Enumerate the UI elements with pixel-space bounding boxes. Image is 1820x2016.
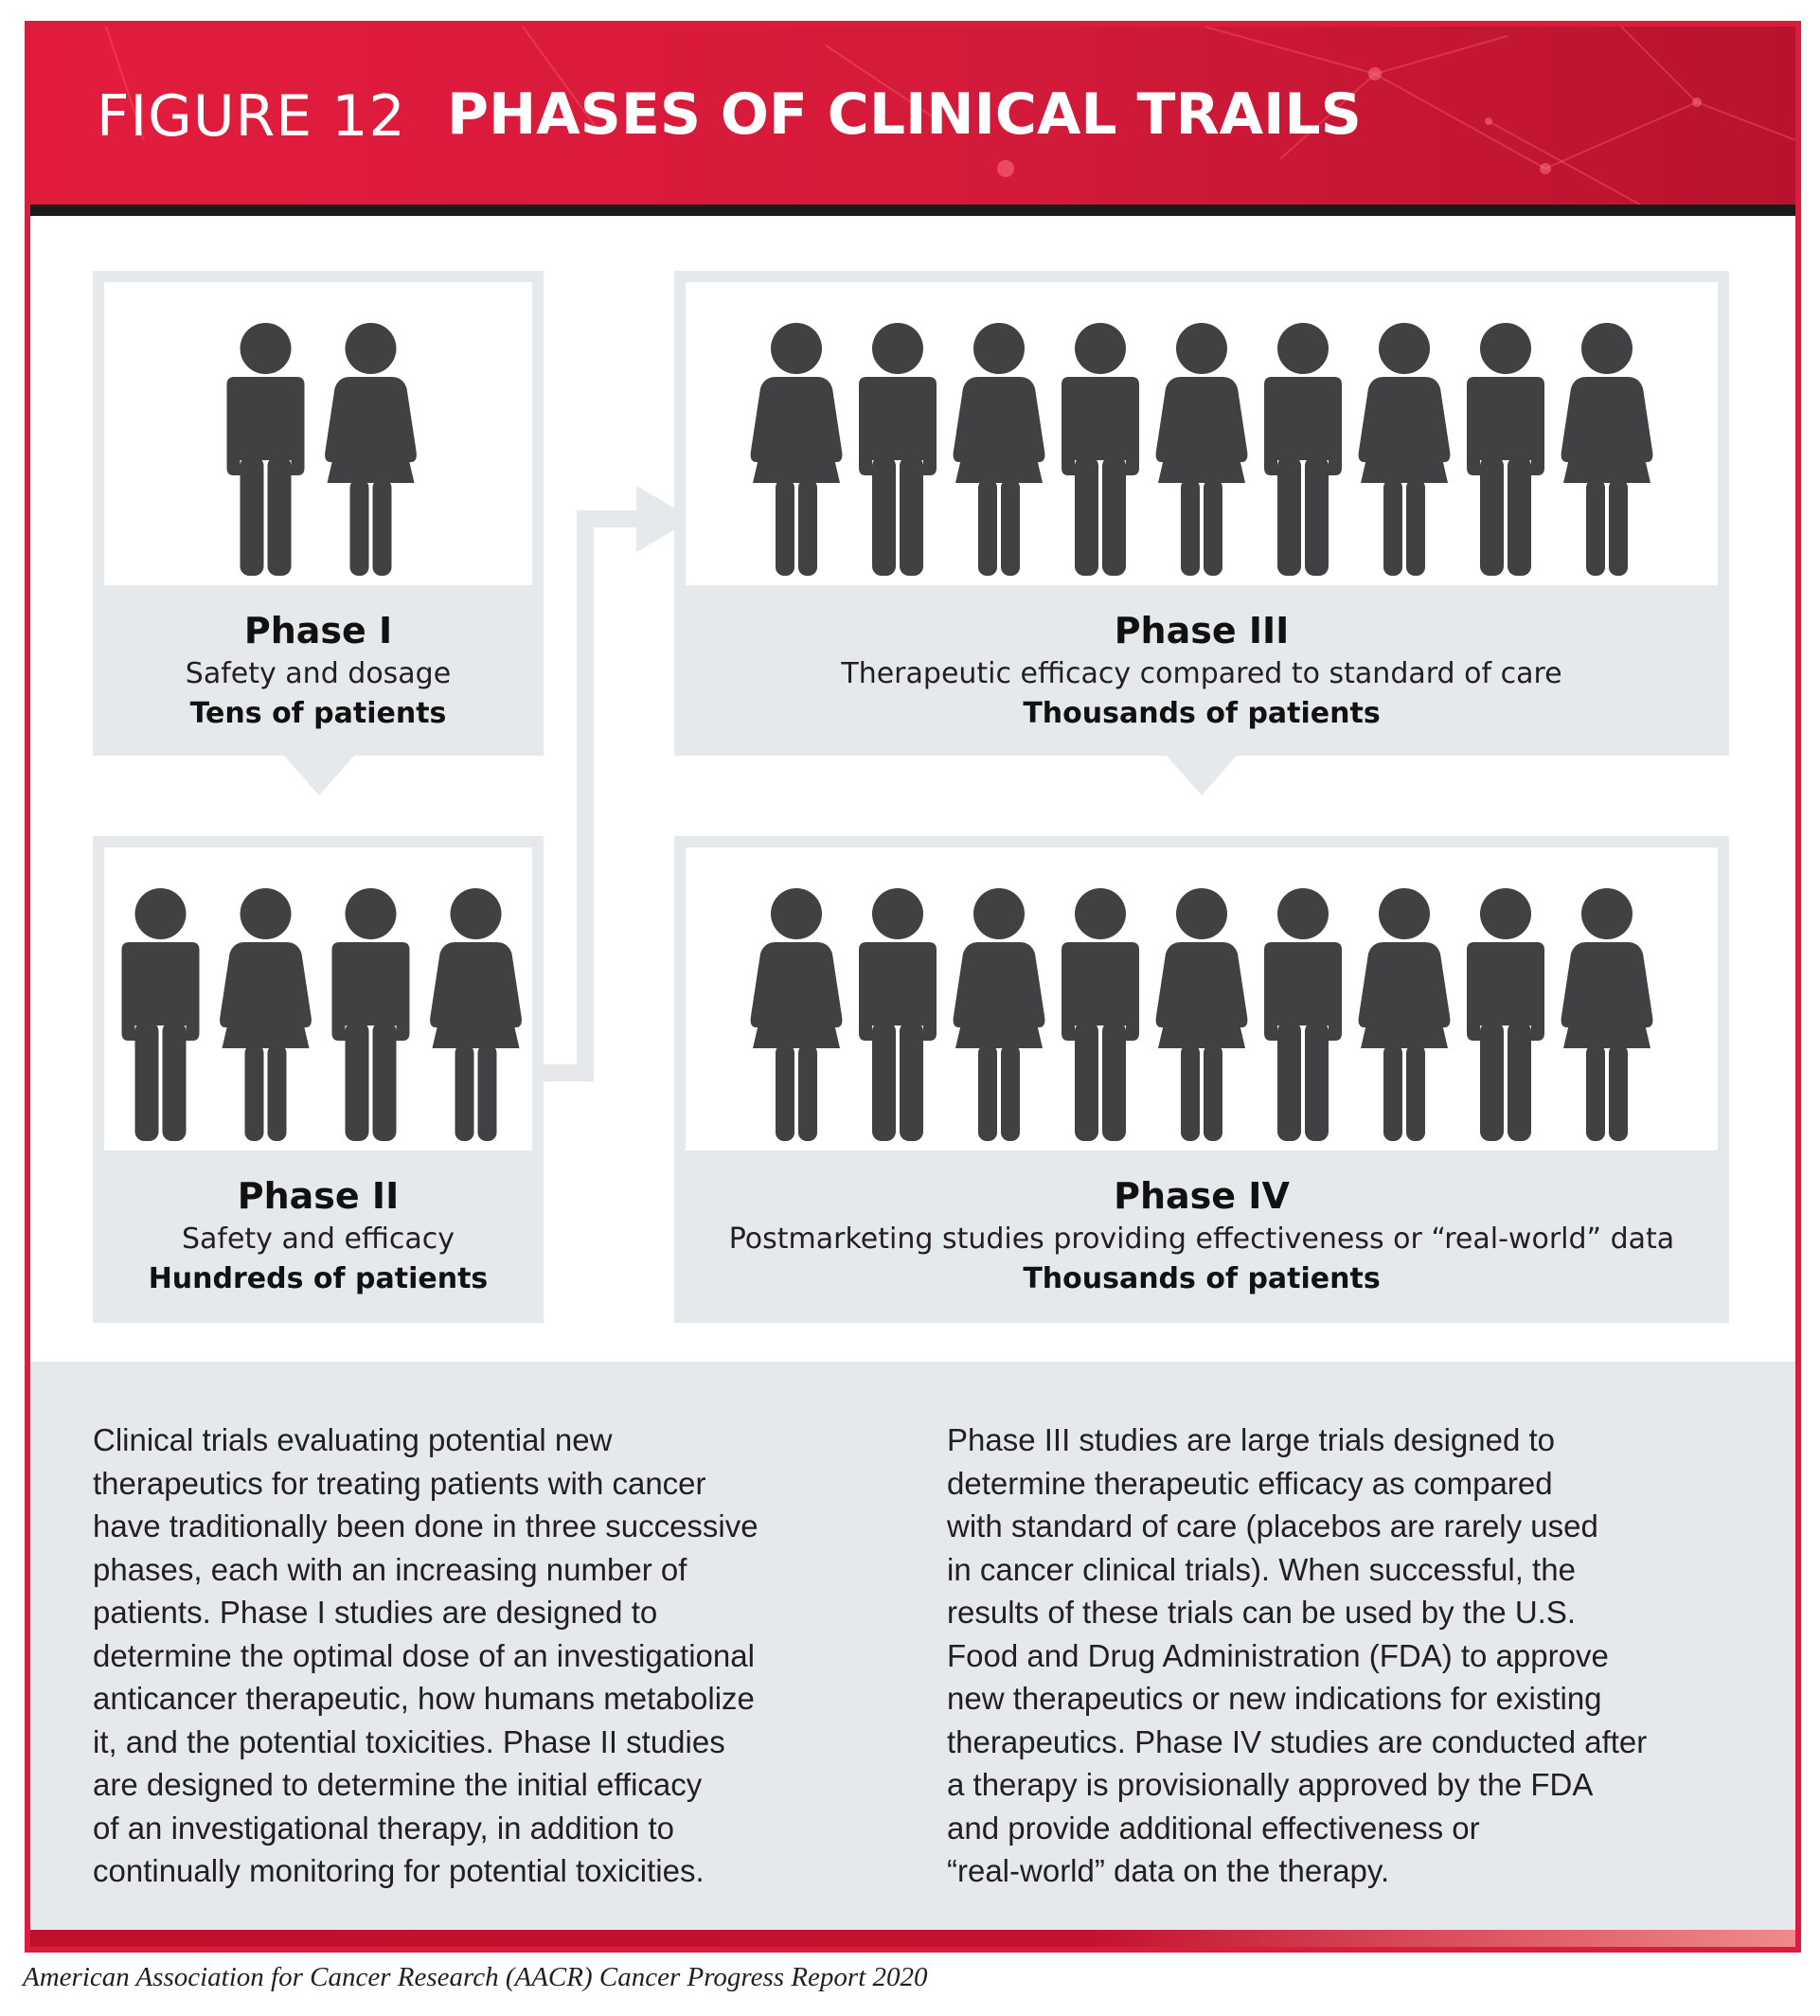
female-person-icon [1156, 323, 1248, 576]
explanation-right: Phase III studies are large trials designed to determine therapeutic efficacy as compared with standard of care (placebos are rarely used in cancer clinical trials). When successful, the results of these trials can be used by the U.S. Food and Drug Administration (FDA) to approve new therapeutics or new indications for existing therapeutics. Phase IV studies are conducted after a therapy is provisionally approved by the FDA and provide additional effectiveness or “real-world” data on the therapy. [947, 1422, 1648, 1888]
phase-2-figures [104, 847, 532, 1151]
phase-1-patients: Tens of patients [189, 697, 447, 730]
male-person-icon [1062, 888, 1139, 1141]
female-person-icon [954, 888, 1045, 1141]
phase-4-patients: Thousands of patients [1023, 1262, 1381, 1295]
female-person-icon [325, 323, 417, 576]
male-person-icon [227, 323, 305, 576]
phase-2-name: Phase II [237, 1175, 400, 1217]
female-person-icon [1561, 888, 1653, 1141]
female-person-icon [430, 888, 522, 1141]
male-person-icon [122, 888, 200, 1141]
female-person-icon [1156, 888, 1248, 1141]
male-person-icon [1264, 323, 1342, 576]
male-person-icon [332, 888, 410, 1141]
header-rule [30, 205, 1795, 216]
phase-4-card [674, 836, 1729, 1323]
phase-2-card [93, 836, 544, 1323]
phase-2-patients: Hundreds of patients [148, 1262, 489, 1295]
phase-3-name: Phase III [1114, 610, 1290, 651]
bottom-edge-bar [30, 1930, 1795, 1953]
source-credit: American Association for Cancer Research (AACR) Cancer Progress Report 2020 [23, 1962, 928, 1992]
phase-4-figures [686, 847, 1718, 1151]
male-person-icon [859, 323, 937, 576]
phase-1-people [104, 282, 532, 585]
figure-frame [25, 21, 1801, 1953]
male-person-icon [1467, 888, 1544, 1141]
phase-1-description: Safety and dosage [185, 657, 452, 690]
figure-header [30, 27, 1795, 205]
female-person-icon [751, 323, 843, 576]
explanation-left: Clinical trials evaluating potential new therapeutics for treating patients with cancer have traditionally been done in three successive phases, each with an increasing number of patients. Phase I studies are designed to determine the optimal dose of an investigational anticancer therapeutic, how humans metabolize it, and the potential toxicities. Phase II studies are designed to determine the initial efficacy of an investigational therapy, in addition to continually monitoring for potential toxicities. [93, 1422, 758, 1888]
phase-3-description: Therapeutic efficacy compared to standard of care [841, 657, 1562, 690]
figure-title: PHASES OF CLINICAL TRAILS [447, 81, 1362, 148]
male-person-icon [1264, 888, 1342, 1141]
phase-3-patients: Thousands of patients [1023, 697, 1381, 730]
phase-3-figures [686, 282, 1718, 585]
phase-1-name: Phase I [243, 610, 393, 651]
phase-4-people [686, 847, 1718, 1151]
phase-1-figures [104, 282, 532, 585]
phase-2-description: Safety and efficacy [181, 1222, 455, 1256]
female-person-icon [1359, 888, 1451, 1141]
phase-3-pointer [1167, 756, 1237, 797]
female-person-icon [1359, 323, 1451, 576]
phase-2-people [104, 847, 532, 1151]
male-person-icon [1467, 323, 1544, 576]
female-person-icon [1561, 323, 1653, 576]
female-person-icon [220, 888, 312, 1141]
phase-4-name: Phase IV [1114, 1175, 1290, 1217]
phase-1-pointer [284, 756, 354, 797]
figure-label: FIGURE 12 [97, 83, 406, 150]
phase-1-card [93, 271, 544, 756]
female-person-icon [954, 323, 1045, 576]
explanation-panel [30, 1362, 1795, 1930]
phase-4-description: Postmarketing studies providing effectiveness or “real-world” data [728, 1222, 1675, 1256]
male-person-icon [859, 888, 937, 1141]
female-person-icon [751, 888, 843, 1141]
phase-3-people [686, 282, 1718, 585]
phase-3-card [674, 271, 1729, 756]
male-person-icon [1062, 323, 1139, 576]
